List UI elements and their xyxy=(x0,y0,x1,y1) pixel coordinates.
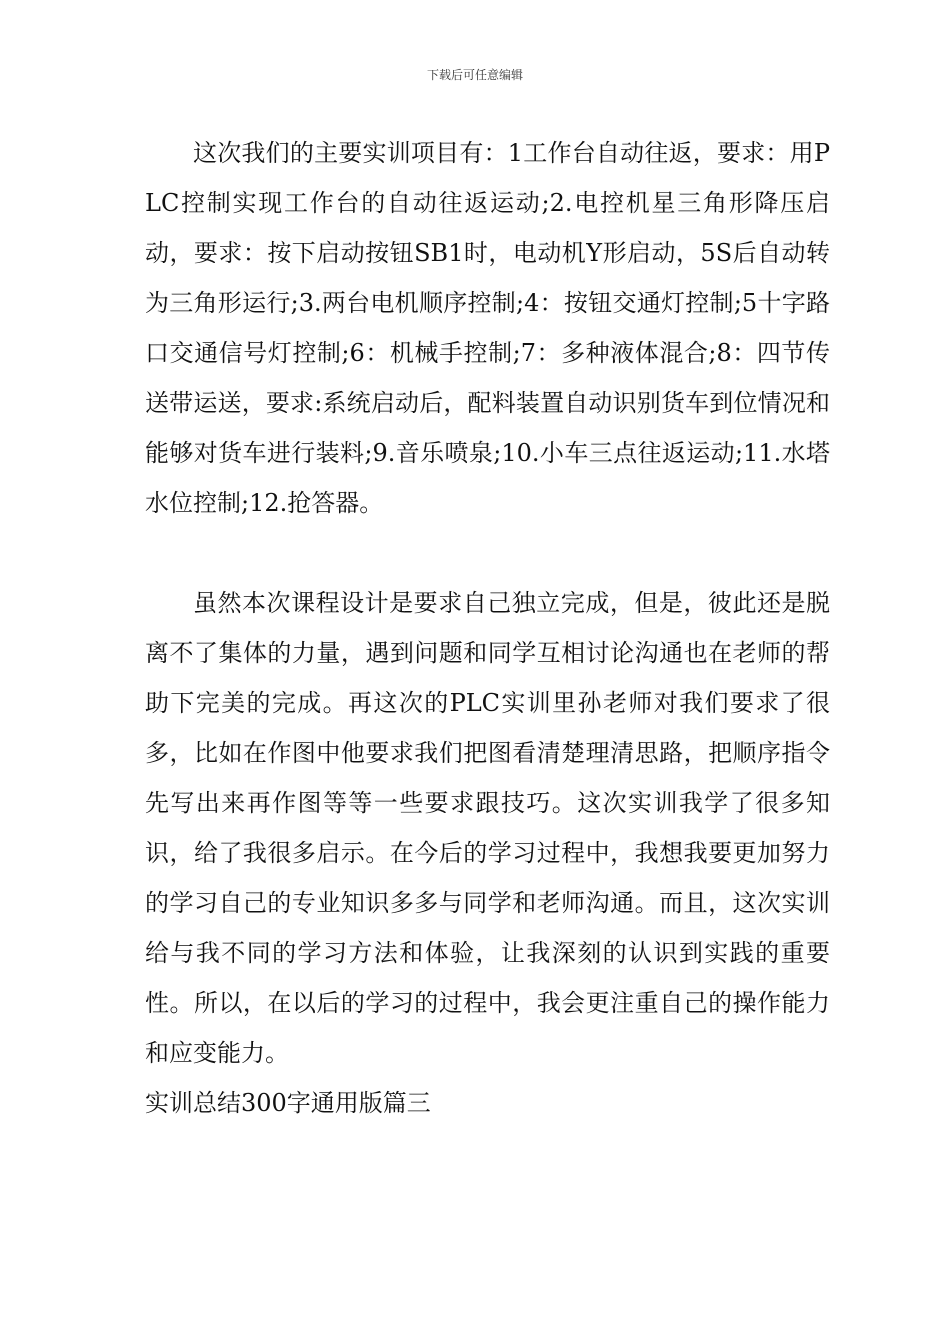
section-heading: 实训总结300字通用版篇三 xyxy=(145,1089,431,1117)
page-header: 下载后可任意编辑 xyxy=(426,68,523,82)
paragraph-training-projects: 这次我们的主要实训项目有：1工作台自动往返，要求：用PLC控制实现工作台的自动往返运动;2.电控机星三角形降压启动，要求：按下启动按钮SB1时，电动机Y形启动，5S后自动转为三角形运行;3.两台电机顺序控制;4：按钮交通灯控制;5十字路口交通信号灯控制;6：机械手控制;7：多种液体混合;8：四节传送带运送，要求:系统启动后，配料装置自动识别货车到位情况和能够对货车进行装料;9.音乐喷泉;10.小车三点往返运动;11.水塔水位控制;12.抢答器。 xyxy=(145,139,830,517)
document-body xyxy=(145,128,830,1128)
paragraph-reflection: 虽然本次课程设计是要求自己独立完成，但是，彼此还是脱离不了集体的力量，遇到问题和同学互相讨论沟通也在老师的帮助下完美的完成。再这次的PLC实训里孙老师对我们要求了很多，比如在作图中他要求我们把图看清楚理清思路，把顺序指令先写出来再作图等等一些要求跟技巧。这次实训我学了很多知识，给了我很多启示。在今后的学习过程中，我想我要更加努力的学习自己的专业知识多多与同学和老师沟通。而且，这次实训给与我不同的学习方法和体验，让我深刻的认识到实践的重要性。所以，在以后的学习的过程中，我会更注重自己的操作能力和应变能力。 xyxy=(145,589,830,1067)
